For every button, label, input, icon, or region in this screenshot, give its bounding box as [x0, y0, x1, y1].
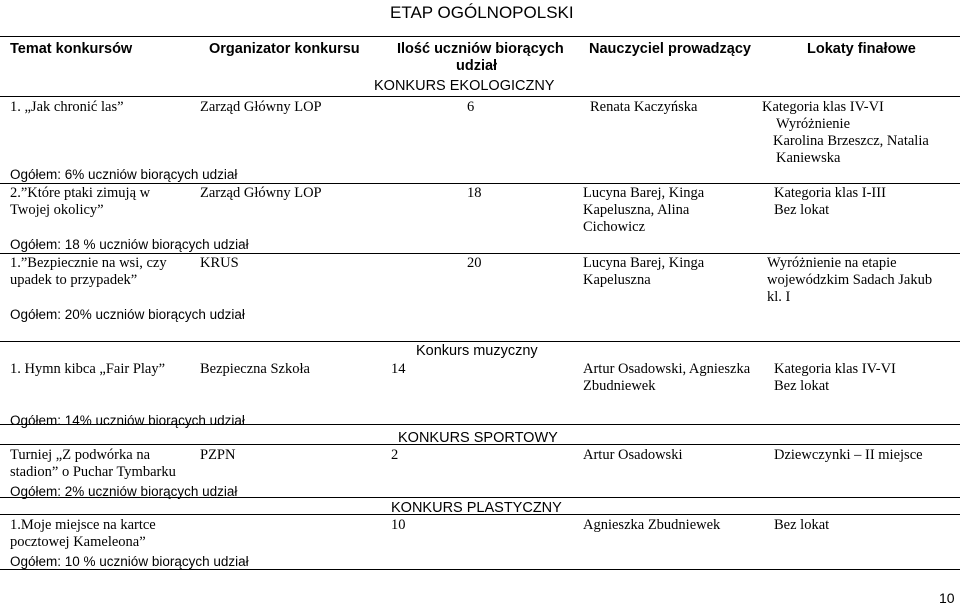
header-count: Ilość uczniów biorących	[397, 41, 564, 57]
sport-places: Dziewczynki – II miejsce	[774, 447, 923, 463]
row3-topic: upadek to przypadek”	[10, 272, 138, 288]
row2-topic: 2.”Które ptaki zimują w	[10, 185, 151, 201]
row3-topic: 1.”Bezpiecznie na wsi, czy	[10, 255, 167, 271]
table-rule	[0, 341, 960, 342]
table-rule	[0, 183, 960, 184]
row1-topic: 1. „Jak chronić las”	[10, 99, 124, 115]
row3-organizer: KRUS	[200, 255, 239, 271]
row1-summary: Ogółem: 6% uczniów biorących udział	[10, 167, 238, 182]
row3-teacher: Kapeluszna	[583, 272, 651, 288]
sport-topic: stadion” o Puchar Tymbarku	[10, 464, 176, 480]
row1-organizer: Zarząd Główny LOP	[200, 99, 322, 115]
music-organizer: Bezpieczna Szkoła	[200, 361, 310, 377]
row2-organizer: Zarząd Główny LOP	[200, 185, 322, 201]
row1-teacher: Renata Kaczyńska	[590, 99, 698, 115]
music-places: Bez lokat	[774, 378, 830, 394]
music-topic: 1. Hymn kibca „Fair Play”	[10, 361, 166, 377]
row1-count: 6	[467, 99, 475, 115]
header-places: Lokaty finałowe	[807, 41, 916, 57]
art-summary: Ogółem: 10 % uczniów biorących udział	[10, 554, 249, 569]
music-teacher: Artur Osadowski, Agnieszka	[583, 361, 751, 377]
row2-places: Kategoria klas I-III	[774, 185, 886, 201]
header-topic: Temat konkursów	[10, 41, 133, 57]
art-topic: pocztowej Kameleona”	[10, 534, 146, 550]
section-plastyczny: KONKURS PLASTYCZNY	[391, 500, 562, 516]
row1-places: Karolina Brzeszcz, Natalia	[773, 133, 929, 149]
row2-topic: Twojej okolicy”	[10, 202, 104, 218]
sport-summary: Ogółem: 2% uczniów biorących udział	[10, 484, 238, 499]
sport-teacher: Artur Osadowski	[583, 447, 683, 463]
row2-count: 18	[467, 185, 482, 201]
row3-teacher: Lucyna Barej, Kinga	[583, 255, 705, 271]
header-count-2: udział	[456, 58, 498, 74]
art-count: 10	[391, 517, 406, 533]
art-places: Bez lokat	[774, 517, 830, 533]
header-organizer: Organizator konkursu	[209, 41, 360, 57]
row2-teacher: Lucyna Barej, Kinga	[583, 185, 705, 201]
sport-count: 2	[391, 447, 399, 463]
row2-teacher: Cichowicz	[583, 219, 646, 235]
row3-places: Wyróżnienie na etapie	[767, 255, 897, 271]
music-summary: Ogółem: 14% uczniów biorących udział	[10, 413, 245, 428]
page-title: ETAP OGÓLNOPOLSKI	[390, 3, 574, 22]
page-number: 10	[939, 590, 955, 606]
table-rule	[0, 253, 960, 254]
header-teacher: Nauczyciel prowadzący	[589, 41, 751, 57]
row1-places: Kategoria klas IV-VI	[762, 99, 884, 115]
section-muzyczny: Konkurs muzyczny	[416, 343, 538, 359]
music-count: 14	[391, 361, 406, 377]
music-places: Kategoria klas IV-VI	[774, 361, 896, 377]
row3-places: kl. I	[767, 289, 791, 305]
sport-topic: Turniej „Z podwórka na	[10, 447, 151, 463]
row2-places: Bez lokat	[774, 202, 830, 218]
row1-places: Wyróżnienie	[776, 116, 851, 132]
row2-summary: Ogółem: 18 % uczniów biorących udział	[10, 237, 249, 252]
table-rule	[0, 36, 960, 37]
table-rule	[0, 96, 960, 97]
section-sportowy: KONKURS SPORTOWY	[398, 430, 558, 446]
music-teacher: Zbudniewek	[583, 378, 656, 394]
art-topic: 1.Moje miejsce na kartce	[10, 517, 156, 533]
row1-places: Kaniewska	[776, 150, 841, 166]
sport-organizer: PZPN	[200, 447, 236, 463]
row3-count: 20	[467, 255, 482, 271]
art-teacher: Agnieszka Zbudniewek	[583, 517, 721, 533]
row3-summary: Ogółem: 20% uczniów biorących udział	[10, 307, 245, 322]
row2-teacher: Kapeluszna, Alina	[583, 202, 690, 218]
row3-places: wojewódzkim Sadach Jakub	[767, 272, 933, 288]
section-ekologiczny: KONKURS EKOLOGICZNY	[374, 78, 555, 94]
